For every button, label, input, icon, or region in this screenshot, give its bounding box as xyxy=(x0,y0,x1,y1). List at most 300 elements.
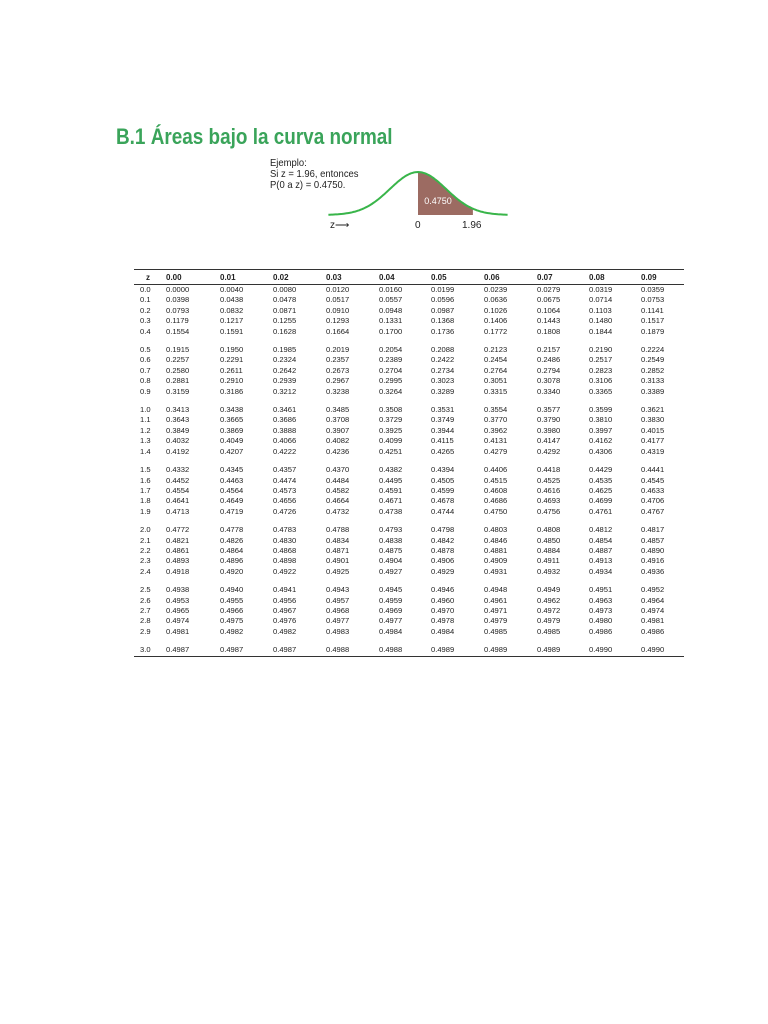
area-value: 0.4955 xyxy=(220,595,244,605)
area-value: 0.4967 xyxy=(273,605,297,615)
area-value: 0.4693 xyxy=(537,496,561,506)
area-value: 0.4979 xyxy=(537,616,561,626)
area-value: 0.4970 xyxy=(431,605,455,615)
area-value: 0.0160 xyxy=(379,285,403,294)
z-value: 0.0 xyxy=(140,285,151,294)
area-value: 0.1368 xyxy=(431,316,455,326)
area-value: 0.3438 xyxy=(220,405,244,415)
z-value: 0.2 xyxy=(140,305,151,315)
area-value: 0.4656 xyxy=(273,496,297,506)
area-value: 0.2852 xyxy=(641,365,665,375)
area-value: 0.4986 xyxy=(589,626,613,636)
area-value: 0.4429 xyxy=(589,465,613,475)
area-value: 0.4938 xyxy=(166,585,190,595)
area-value: 0.3078 xyxy=(537,376,561,386)
area-value: 0.4788 xyxy=(326,525,350,535)
area-value: 0.4686 xyxy=(484,496,508,506)
z-header: z xyxy=(134,270,162,285)
table-row xyxy=(134,345,684,355)
area-value: 0.3869 xyxy=(220,425,244,435)
area-value: 0.4918 xyxy=(166,566,190,576)
area-value: 0.3944 xyxy=(431,425,455,435)
area-value: 0.4987 xyxy=(269,645,322,656)
table-row xyxy=(134,316,684,326)
area-value: 0.4846 xyxy=(484,535,508,545)
area-value: 0.2764 xyxy=(484,365,508,375)
table-row xyxy=(134,476,684,486)
table-row xyxy=(134,285,684,296)
area-value: 0.1064 xyxy=(537,305,561,315)
group-spacer xyxy=(134,517,684,525)
area-value: 0.4927 xyxy=(379,566,403,576)
area-value: 0.4929 xyxy=(431,566,455,576)
area-value: 0.4826 xyxy=(220,535,244,545)
area-value: 0.4778 xyxy=(220,525,244,535)
area-value: 0.2549 xyxy=(641,355,665,365)
area-value: 0.4968 xyxy=(326,605,350,615)
area-value: 0.1026 xyxy=(484,305,508,315)
area-value: 0.4884 xyxy=(537,545,561,555)
area-value: 0.4699 xyxy=(589,496,613,506)
area-value: 0.4985 xyxy=(484,626,508,636)
area-value: 0.4394 xyxy=(431,465,455,475)
area-value: 0.0478 xyxy=(273,295,297,305)
area-value: 0.4931 xyxy=(484,566,508,576)
area-value: 0.3186 xyxy=(220,386,244,396)
area-value: 0.3340 xyxy=(537,386,561,396)
area-value: 0.4990 xyxy=(585,645,637,656)
area-value: 0.4988 xyxy=(375,645,427,656)
area-value: 0.2995 xyxy=(379,376,403,386)
area-value: 0.4616 xyxy=(537,485,561,495)
area-value: 0.4332 xyxy=(166,465,190,475)
area-value: 0.0359 xyxy=(641,285,665,294)
area-value: 0.4980 xyxy=(589,616,613,626)
area-value: 0.4854 xyxy=(589,535,613,545)
example-note-line-1: Ejemplo: xyxy=(270,157,307,169)
area-value: 0.2611 xyxy=(220,365,243,375)
area-value: 0.3925 xyxy=(379,425,403,435)
area-value: 0.4842 xyxy=(431,535,455,545)
area-value: 0.2910 xyxy=(220,376,244,386)
area-value: 0.4936 xyxy=(641,566,665,576)
area-value: 0.4535 xyxy=(589,475,613,485)
area-value: 0.4969 xyxy=(379,605,403,615)
area-value: 0.4901 xyxy=(326,556,350,566)
area-value: 0.4911 xyxy=(537,556,560,566)
area-value: 0.4878 xyxy=(431,545,455,555)
z-value: 0.8 xyxy=(140,376,151,386)
area-value: 0.4177 xyxy=(641,436,665,446)
area-value: 0.4838 xyxy=(379,535,403,545)
area-value: 0.4732 xyxy=(326,506,350,516)
area-value: 0.4505 xyxy=(431,475,455,485)
area-value: 0.0120 xyxy=(326,285,350,294)
area-value: 0.4382 xyxy=(379,465,403,475)
area-value: 0.4608 xyxy=(484,485,508,495)
area-value: 0.4960 xyxy=(431,595,455,605)
area-value: 0.4599 xyxy=(431,485,455,495)
area-value: 0.4292 xyxy=(537,446,561,456)
area-value: 0.4463 xyxy=(220,475,244,485)
area-value: 0.4989 xyxy=(427,645,480,656)
area-value: 0.1103 xyxy=(589,305,612,315)
table-row xyxy=(134,306,684,316)
area-value: 0.4916 xyxy=(641,556,665,566)
column-header: 0.01 xyxy=(216,270,269,285)
z-value: 0.1 xyxy=(140,295,151,305)
area-value: 0.4545 xyxy=(641,475,665,485)
area-value: 0.1736 xyxy=(431,326,455,336)
area-value: 0.2794 xyxy=(537,365,561,375)
column-header: 0.09 xyxy=(637,270,684,285)
area-value: 0.2967 xyxy=(326,376,350,386)
area-value: 0.4896 xyxy=(220,556,244,566)
area-value: 0.4943 xyxy=(326,585,350,595)
area-value: 0.4738 xyxy=(379,506,403,516)
shaded-area-label: 0.4750 xyxy=(424,196,452,206)
area-value: 0.4793 xyxy=(379,525,403,535)
area-value: 0.1664 xyxy=(326,326,350,336)
area-value: 0.4974 xyxy=(166,616,190,626)
area-value: 0.4974 xyxy=(641,605,665,615)
table-row xyxy=(134,616,684,626)
area-value: 0.1255 xyxy=(273,316,297,326)
area-value: 0.4948 xyxy=(484,585,508,595)
area-value: 0.4940 xyxy=(220,585,244,595)
area-value: 0.2190 xyxy=(589,345,613,355)
area-value: 0.4798 xyxy=(431,525,455,535)
table-row xyxy=(134,355,684,365)
area-value: 0.3289 xyxy=(431,386,455,396)
group-spacer xyxy=(134,397,684,405)
area-value: 0.0319 xyxy=(589,285,613,294)
area-value: 0.2224 xyxy=(641,345,665,355)
area-value: 0.4406 xyxy=(484,465,508,475)
area-value: 0.4830 xyxy=(273,535,297,545)
table-row xyxy=(134,525,684,535)
area-value: 0.0517 xyxy=(326,295,350,305)
area-value: 0.4898 xyxy=(273,556,297,566)
area-value: 0.4941 xyxy=(273,585,297,595)
area-value: 0.4963 xyxy=(589,595,613,605)
area-value: 0.4982 xyxy=(273,626,297,636)
area-value: 0.0714 xyxy=(589,295,613,305)
area-value: 0.3413 xyxy=(166,405,190,415)
area-value: 0.4049 xyxy=(220,436,244,446)
area-value: 0.4965 xyxy=(166,605,190,615)
area-value: 0.4474 xyxy=(273,475,297,485)
area-value: 0.0871 xyxy=(273,305,297,315)
area-value: 0.4976 xyxy=(273,616,297,626)
area-value: 0.4554 xyxy=(166,485,190,495)
area-value: 0.3770 xyxy=(484,415,508,425)
area-value: 0.2157 xyxy=(537,345,561,355)
area-value: 0.4868 xyxy=(273,545,297,555)
area-value: 0.4957 xyxy=(326,595,350,605)
table-row xyxy=(134,405,684,415)
area-value: 0.4370 xyxy=(326,465,350,475)
area-value: 0.0910 xyxy=(326,305,350,315)
area-value: 0.3508 xyxy=(379,405,403,415)
area-value: 0.4972 xyxy=(537,605,561,615)
area-value: 0.4875 xyxy=(379,545,403,555)
area-value: 0.4975 xyxy=(220,616,244,626)
table-row xyxy=(134,327,684,337)
area-value: 0.3554 xyxy=(484,405,508,415)
area-value: 0.0239 xyxy=(484,285,508,294)
z-value: 1.1 xyxy=(140,415,151,425)
area-value: 0.0080 xyxy=(273,285,297,294)
area-value: 0.0753 xyxy=(641,295,665,305)
table-row xyxy=(134,496,684,506)
z-value: 2.8 xyxy=(140,616,151,626)
area-value: 0.1406 xyxy=(484,316,508,326)
z-value: 0.9 xyxy=(140,386,151,396)
area-value: 0.2734 xyxy=(431,365,455,375)
z-value: 1.2 xyxy=(140,425,151,435)
z-value: 2.6 xyxy=(140,595,151,605)
table-row xyxy=(134,645,684,656)
z-value: 2.2 xyxy=(140,545,151,555)
area-value: 0.4515 xyxy=(484,475,508,485)
z-value: 1.9 xyxy=(140,506,151,516)
column-header: 0.02 xyxy=(269,270,322,285)
area-value: 0.1700 xyxy=(379,326,403,336)
table-body xyxy=(134,285,684,657)
z-value: 2.3 xyxy=(140,556,151,566)
area-value: 0.4951 xyxy=(589,585,613,595)
area-value: 0.4913 xyxy=(589,556,613,566)
area-value: 0.4306 xyxy=(589,446,613,456)
area-value: 0.4207 xyxy=(220,446,244,456)
area-value: 0.2642 xyxy=(273,365,297,375)
z-value: 0.4 xyxy=(140,326,151,336)
area-value: 0.2088 xyxy=(431,345,455,355)
area-value: 0.4904 xyxy=(379,556,403,566)
area-value: 0.4573 xyxy=(273,485,297,495)
area-value: 0.4452 xyxy=(166,475,190,485)
area-value: 0.4345 xyxy=(220,465,244,475)
area-value: 0.4633 xyxy=(641,485,665,495)
area-value: 0.4945 xyxy=(379,585,403,595)
axis-196-label: 1.96 xyxy=(462,220,482,231)
area-value: 0.4973 xyxy=(589,605,613,615)
area-value: 0.4988 xyxy=(322,645,375,656)
table-row xyxy=(134,376,684,386)
area-value: 0.3665 xyxy=(220,415,244,425)
area-value: 0.3643 xyxy=(166,415,190,425)
area-value: 0.1443 xyxy=(537,316,561,326)
area-value: 0.4192 xyxy=(166,446,190,456)
area-value: 0.2123 xyxy=(484,345,508,355)
area-value: 0.2257 xyxy=(166,355,190,365)
area-value: 0.3708 xyxy=(326,415,350,425)
area-value: 0.3907 xyxy=(326,425,350,435)
area-value: 0.4890 xyxy=(641,545,665,555)
area-value: 0.4726 xyxy=(273,506,297,516)
area-value: 0.1517 xyxy=(641,316,665,326)
area-value: 0.0040 xyxy=(220,285,244,294)
area-value: 0.4984 xyxy=(379,626,403,636)
table-row xyxy=(134,596,684,606)
area-value: 0.3599 xyxy=(589,405,613,415)
area-value: 0.3485 xyxy=(326,405,350,415)
area-value: 0.0675 xyxy=(537,295,561,305)
example-note-line-3: P(0 a z) = 0.4750. xyxy=(270,179,346,191)
area-value: 0.4864 xyxy=(220,545,244,555)
area-value: 0.1179 xyxy=(166,316,189,326)
area-value: 0.2704 xyxy=(379,365,403,375)
area-value: 0.4887 xyxy=(589,545,613,555)
area-value: 0.4082 xyxy=(326,436,350,446)
area-value: 0.4987 xyxy=(216,645,269,656)
area-value: 0.2324 xyxy=(273,355,297,365)
area-value: 0.2054 xyxy=(379,345,403,355)
area-value: 0.1915 xyxy=(166,345,190,355)
area-value: 0.3577 xyxy=(537,405,561,415)
area-value: 0.4981 xyxy=(166,626,190,636)
area-value: 0.4664 xyxy=(326,496,350,506)
table-row xyxy=(134,447,684,457)
group-spacer xyxy=(134,457,684,465)
area-value: 0.4861 xyxy=(166,545,190,555)
area-value: 0.3051 xyxy=(484,376,508,386)
table-row xyxy=(134,295,684,305)
page-title: B.1 Áreas bajo la curva normal xyxy=(116,124,393,149)
area-value: 0.4066 xyxy=(273,436,297,446)
z-value: 1.5 xyxy=(140,465,151,475)
area-value: 0.4949 xyxy=(537,585,561,595)
area-value: 0.4279 xyxy=(484,446,508,456)
area-value: 0.4978 xyxy=(431,616,455,626)
area-value: 0.3023 xyxy=(431,376,455,386)
area-value: 0.4987 xyxy=(162,645,216,656)
area-value: 0.1879 xyxy=(641,326,665,336)
area-value: 0.1985 xyxy=(273,345,297,355)
area-value: 0.3389 xyxy=(641,386,665,396)
area-value: 0.4131 xyxy=(484,436,508,446)
area-value: 0.3238 xyxy=(326,386,350,396)
z-value: 2.9 xyxy=(140,626,151,636)
area-value: 0.3365 xyxy=(589,386,613,396)
area-value: 0.4803 xyxy=(484,525,508,535)
table-row xyxy=(134,415,684,425)
z-value: 1.0 xyxy=(140,405,151,415)
z-value: 1.7 xyxy=(140,485,151,495)
axis-zero-label: 0 xyxy=(415,220,421,231)
area-value: 0.1808 xyxy=(537,326,561,336)
area-value: 0.4881 xyxy=(484,545,508,555)
area-value: 0.4961 xyxy=(484,595,508,605)
z-value: 0.7 xyxy=(140,365,151,375)
area-value: 0.3980 xyxy=(537,425,561,435)
table-row xyxy=(134,606,684,616)
area-value: 0.4222 xyxy=(273,446,297,456)
area-value: 0.0596 xyxy=(431,295,455,305)
z-value: 2.5 xyxy=(140,585,151,595)
table-row xyxy=(134,556,684,566)
area-value: 0.0000 xyxy=(166,285,190,294)
table-row xyxy=(134,465,684,475)
area-value: 0.4977 xyxy=(379,616,403,626)
area-value: 0.3621 xyxy=(641,405,665,415)
area-value: 0.4441 xyxy=(641,465,665,475)
area-value: 0.4990 xyxy=(637,645,684,656)
area-value: 0.4756 xyxy=(537,506,561,516)
area-value: 0.4147 xyxy=(537,436,561,446)
area-value: 0.4750 xyxy=(484,506,508,516)
area-value: 0.3686 xyxy=(273,415,297,425)
z-value: 1.3 xyxy=(140,436,151,446)
area-value: 0.4979 xyxy=(484,616,508,626)
normal-curve-figure xyxy=(270,158,530,238)
area-value: 0.4625 xyxy=(589,485,613,495)
area-value: 0.4925 xyxy=(326,566,350,576)
area-value: 0.4966 xyxy=(220,605,244,615)
area-value: 0.1591 xyxy=(220,326,244,336)
table-row xyxy=(134,567,684,577)
area-value: 0.3461 xyxy=(273,405,297,415)
column-header: 0.06 xyxy=(480,270,533,285)
z-value: 3.0 xyxy=(134,645,162,656)
area-value: 0.4713 xyxy=(166,506,190,516)
area-value: 0.4983 xyxy=(326,626,350,636)
area-value: 0.3790 xyxy=(537,415,561,425)
area-value: 0.0793 xyxy=(166,305,190,315)
area-value: 0.4909 xyxy=(484,556,508,566)
area-value: 0.4719 xyxy=(220,506,244,516)
area-value: 0.4099 xyxy=(379,436,403,446)
area-value: 0.4932 xyxy=(537,566,561,576)
area-value: 0.0832 xyxy=(220,305,244,315)
area-value: 0.3264 xyxy=(379,386,403,396)
area-value: 0.4989 xyxy=(533,645,585,656)
area-value: 0.0438 xyxy=(220,295,244,305)
area-value: 0.3888 xyxy=(273,425,297,435)
column-header: 0.04 xyxy=(375,270,427,285)
z-value: 1.4 xyxy=(140,446,151,456)
area-value: 0.4783 xyxy=(273,525,297,535)
area-value: 0.2580 xyxy=(166,365,190,375)
area-value: 0.4922 xyxy=(273,566,297,576)
area-value: 0.4162 xyxy=(589,436,613,446)
area-value: 0.1217 xyxy=(220,316,244,326)
area-value: 0.4956 xyxy=(273,595,297,605)
column-header: 0.08 xyxy=(585,270,637,285)
area-value: 0.4982 xyxy=(220,626,244,636)
table-row xyxy=(134,627,684,637)
z-value: 1.6 xyxy=(140,475,151,485)
area-value: 0.1772 xyxy=(484,326,508,336)
area-value: 0.4812 xyxy=(589,525,613,535)
column-header: 0.03 xyxy=(322,270,375,285)
area-value: 0.4920 xyxy=(220,566,244,576)
area-value: 0.2454 xyxy=(484,355,508,365)
area-value: 0.3849 xyxy=(166,425,190,435)
table-row xyxy=(134,387,684,397)
table-row xyxy=(134,426,684,436)
area-value: 0.3729 xyxy=(379,415,403,425)
area-value: 0.1628 xyxy=(273,326,297,336)
area-value: 0.2486 xyxy=(537,355,561,365)
area-value: 0.3106 xyxy=(589,376,613,386)
group-spacer xyxy=(134,637,684,645)
area-value: 0.4357 xyxy=(273,465,297,475)
area-value: 0.4265 xyxy=(431,446,455,456)
area-value: 0.0557 xyxy=(379,295,403,305)
group-spacer xyxy=(134,337,684,345)
